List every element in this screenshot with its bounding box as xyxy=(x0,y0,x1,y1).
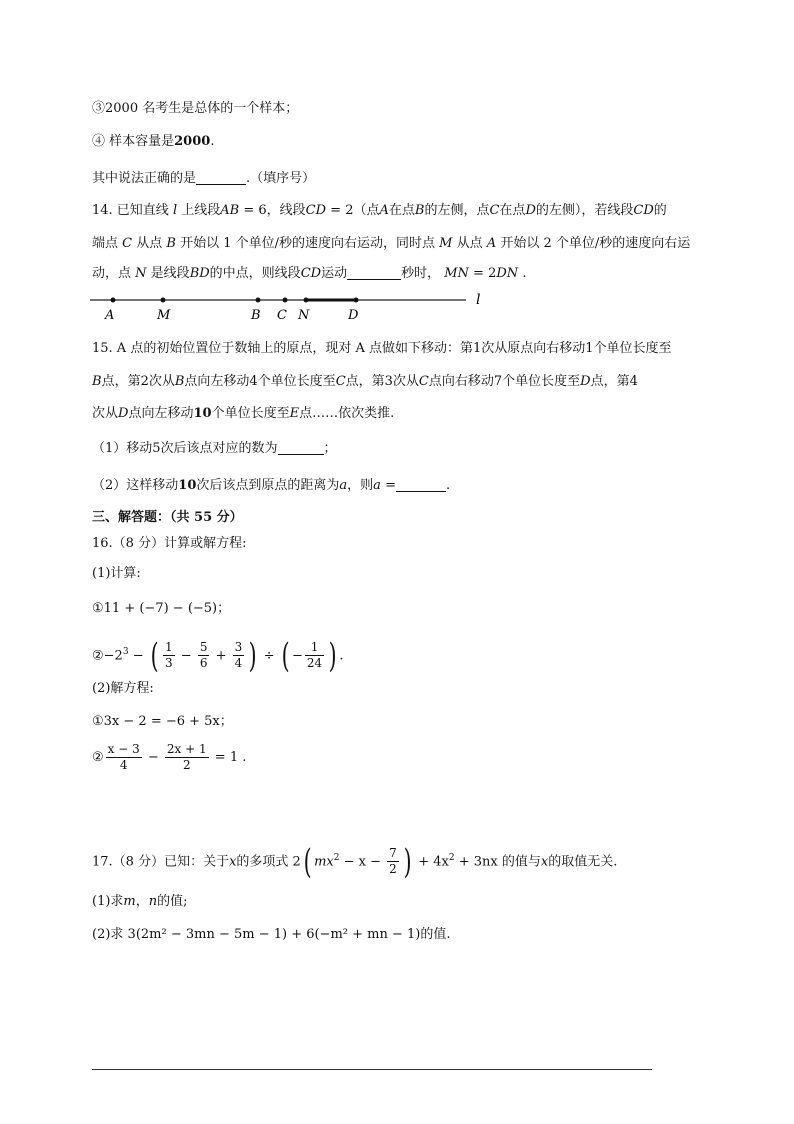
q17-part2: (2)求 3(2m² − 3mn − 5m − 1) + 6(−m² + mn − 1)的值. xyxy=(92,927,451,942)
fraction: $\frac{3}{4}$ xyxy=(234,640,243,671)
q14-line3: 动，点 N 是线段BD的中点，则线段CD运动 秒时， MN = 2DN . xyxy=(92,266,527,281)
label-c: C xyxy=(277,308,287,322)
fraction: $\frac{1}{24}$ xyxy=(306,640,323,671)
q16-eq4: ② $\frac{x - 3}{4}$ − $\frac{2x + 1}{2}$ = 1 . xyxy=(92,742,247,772)
label-b: B xyxy=(251,308,261,322)
q15-line2: B点，第2次从B点向左移动4个单位长度至C点，第3次从C点向右移动7个单位长度至D点，第4 xyxy=(92,374,638,389)
point-b xyxy=(256,298,261,303)
q15-sub1: （1）移动5次后该点对应的数为 ； xyxy=(92,441,337,456)
q15-line3: 次从D点向左移动10个单位长度至E点……依次类推. xyxy=(92,406,395,421)
q14-line1: 14. 已知直线 l 上线段AB = 6，线段CD = 2（点A在点B的左侧，点C在点D的左侧），若线段CD的 xyxy=(92,203,667,218)
q16-part1: (1)计算: xyxy=(92,566,141,581)
fraction: $\frac{1}{3}$ xyxy=(165,640,173,671)
fraction: $\frac{2x + 1}{2}$ xyxy=(166,742,207,772)
q15-line1: 15. A 点的初始位置位于数轴上的原点，现对 A 点做如下移动：第1次从原点向右移动1个单位长度至 xyxy=(92,341,672,356)
label-line-l: l xyxy=(476,292,481,308)
point-a xyxy=(111,298,116,303)
fraction: $\frac{7}{2}$ xyxy=(389,846,397,877)
label-n: N xyxy=(298,308,310,322)
fraction: $\frac{5}{6}$ xyxy=(199,640,208,671)
q13-answer-line: 其中说法正确的是 .（填序号） xyxy=(92,171,316,186)
fraction: $\frac{x - 3}{4}$ xyxy=(107,742,140,772)
statement-4: ④ 样本容量是2000. xyxy=(92,134,215,149)
q14-line2: 端点 C 从点 B 开始以 1 个单位/秒的速度向右运动，同时点 M 从点 A 开始以 2 个单位/秒的速度向右运 xyxy=(92,236,691,251)
q16-eq2: $②-2^3$ − ( $\frac{1}{3}$ − $\frac{5}{6}$ + $\frac{3}{4}$ ) ÷ ( − $\frac{1}{24}$ ) . xyxy=(92,635,344,676)
point-n xyxy=(304,298,309,303)
answer-blank[interactable] xyxy=(396,477,446,492)
section-heading: 三、解答题：（共 55 分） xyxy=(92,510,243,525)
answer-blank[interactable] xyxy=(347,265,401,280)
q17-statement: 17.（8 分）已知：关于x的多项式 2( $mx^2 - x$ − $\frac{7}{2}$ ) + $4x^2 + 3nx$ 的值与x的取值无关. xyxy=(92,841,618,882)
point-d xyxy=(354,298,359,303)
footer-divider xyxy=(92,1069,652,1070)
q16-eq1: ①11 + (−7) − (−5)； xyxy=(92,601,231,616)
answer-blank[interactable] xyxy=(196,170,246,185)
q17-part1: (1)求m，n的值; xyxy=(92,894,188,909)
statement-3: ③2000 名考生是总体的一个样本； xyxy=(92,101,299,116)
q16-title: 16.（8 分）计算或解方程: xyxy=(92,536,247,551)
number-line-figure xyxy=(88,290,498,322)
label-d: D xyxy=(348,308,359,322)
q16-part2: (2)解方程: xyxy=(92,681,154,696)
point-m xyxy=(161,298,166,303)
point-c xyxy=(283,298,288,303)
label-m: M xyxy=(157,308,171,322)
q16-eq3: ①3x − 2 = −6 + 5x； xyxy=(92,714,233,729)
q15-sub2: （2）这样移动10次后该点到原点的距离为a，则a = . xyxy=(92,478,451,493)
label-a: A xyxy=(105,308,115,322)
answer-blank[interactable] xyxy=(278,440,324,455)
